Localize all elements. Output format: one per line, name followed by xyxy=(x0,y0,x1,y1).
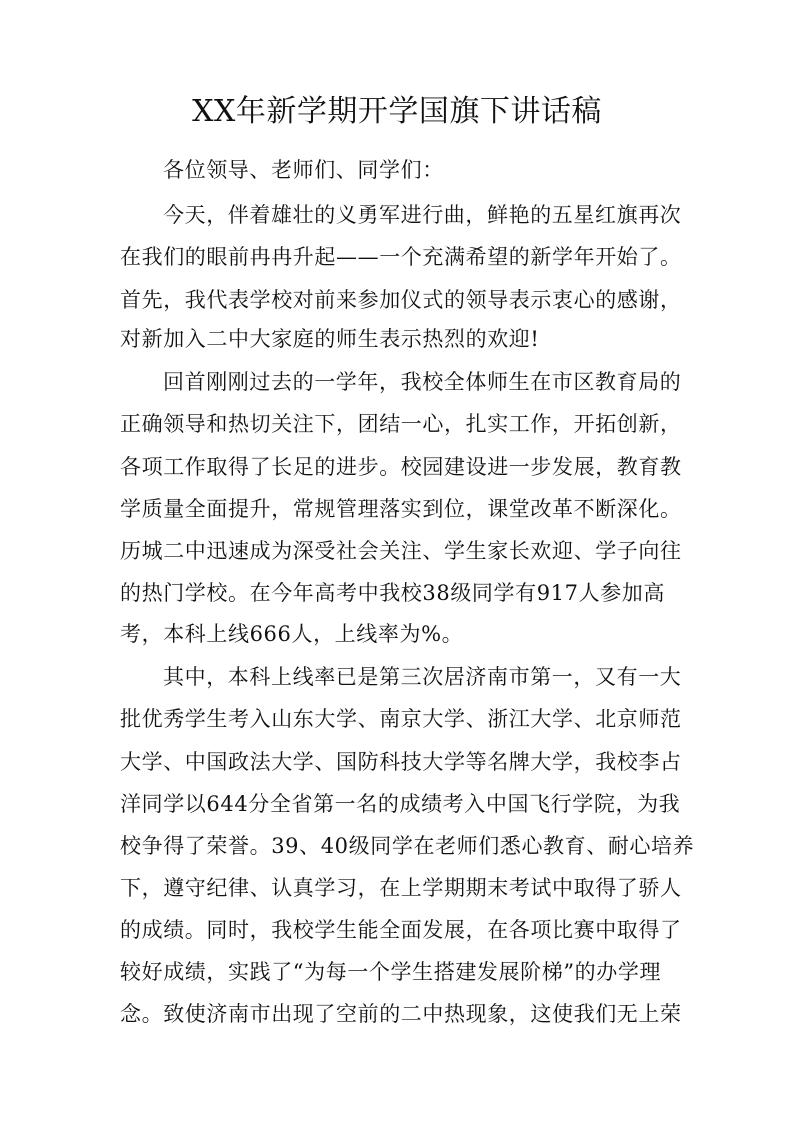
body-line: 的热门学校。在今年高考中我校38级同学有917人参加高 xyxy=(120,581,666,605)
body-line: 念。致使济南市出现了空前的二中热现象，这使我们无上荣 xyxy=(120,1002,682,1026)
body-line: 的成绩。同时，我校学生能全面发展，在各项比赛中取得了 xyxy=(120,918,682,942)
greeting-line: 各位领导、老师们、同学们： xyxy=(163,158,444,182)
body-line: 在我们的眼前冉冉升起——一个充满希望的新学年开始了。 xyxy=(120,245,682,269)
body-line: 回首刚刚过去的一学年，我校全体师生在市区教育局的 xyxy=(163,370,682,394)
body-line: 首先，我代表学校对前来参加仪式的领导表示衷心的感谢， xyxy=(120,288,682,312)
body-line: 校争得了荣誉。39、40级同学在老师们悉心教育、耐心培养 xyxy=(120,834,695,858)
body-line: 正确领导和热切关注下，团结一心，扎实工作，开拓创新， xyxy=(120,412,682,436)
body-line: 考，本科上线666人，上线率为%。 xyxy=(120,622,464,646)
body-line: 历城二中迅速成为深受社会关注、学生家长欢迎、学子向往 xyxy=(120,539,682,563)
document-title: XX年新学期开学国旗下讲话稿 xyxy=(192,94,602,129)
body-line: 其中，本科上线率已是第三次居济南市第一，又有一大 xyxy=(163,665,682,689)
body-line: 批优秀学生考入山东大学、南京大学、浙江大学、北京师范 xyxy=(120,707,682,731)
body-line: 较好成绩，实践了“为每一个学生搭建发展阶梯”的办学理 xyxy=(120,960,662,984)
body-line: 今天，伴着雄壮的义勇军进行曲，鲜艳的五星红旗再次 xyxy=(163,203,682,227)
body-line: 下，遵守纪律、认真学习，在上学期期末考试中取得了骄人 xyxy=(120,876,682,900)
body-line: 学质量全面提升，常规管理落实到位，课堂改革不断深化。 xyxy=(120,497,682,521)
body-line: 大学、中国政法大学、国防科技大学等名牌大学，我校李占 xyxy=(120,750,682,774)
body-line: 洋同学以644分全省第一名的成绩考入中国飞行学院，为我 xyxy=(120,792,681,816)
body-line: 各项工作取得了长足的进步。校园建设进一步发展，教育教 xyxy=(120,455,682,479)
body-line: 对新加入二中大家庭的师生表示热烈的欢迎! xyxy=(120,327,540,351)
